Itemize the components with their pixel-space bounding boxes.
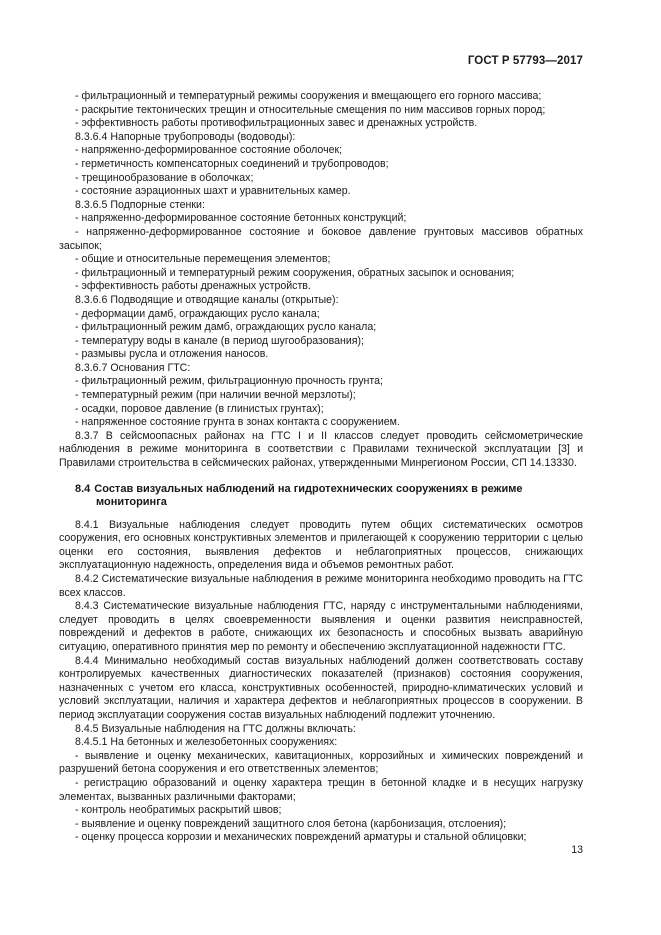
paragraph: 8.3.6.7 Основания ГТС: bbox=[75, 361, 191, 374]
paragraph: 8.4.4 Минимально необходимый состав визуальных наблюдений должен соответствовать составу контролируемых качественных диагностических показателей (признаков) состояния сооружения, назначенных с учетом его класса, конструктивных особенностей, природно-климатических условий и условий эксплуатации, наличия и характера дефектов и неблагоприятных процессов в сооружении. В период эксплуатации сооружения состав визуальных наблюдений подлежит уточнению. bbox=[59, 654, 583, 721]
page-content bbox=[59, 90, 583, 845]
paragraph: - эффективность работы противофильтрационных завес и дренажных устройств. bbox=[75, 117, 478, 130]
paragraph: 8.4.5.1 На бетонных и железобетонных сооружениях: bbox=[75, 736, 338, 749]
paragraph: - трещинообразование в оболочках; bbox=[75, 171, 254, 184]
paragraph: - контроль необратимых раскрытий швов; bbox=[75, 804, 282, 817]
section-number: 8.4 bbox=[75, 482, 91, 495]
section-heading-8-4 bbox=[75, 483, 583, 509]
paragraph: - выявление и оценку повреждений защитного слоя бетона (карбонизация, отслоения); bbox=[75, 817, 507, 830]
paragraph: - состояние аэрационных шахт и уравнительных камер. bbox=[75, 185, 351, 198]
paragraph: - напряженно-деформированное состояние и боковое давление грунтовых массивов обратных засыпок; bbox=[59, 225, 583, 252]
paragraph: - напряженно-деформированное состояние оболочек; bbox=[75, 144, 343, 157]
paragraph: - оценку процесса коррозии и механических повреждений арматуры и стальной облицовки; bbox=[75, 831, 527, 844]
paragraph: 8.4.3 Систематические визуальные наблюдения ГТС, наряду с инструментальными наблюдениями, следует проводить в целях своевременности выявления и оценки развития неисправностей, повреждений и дефектов в работе, снижающих их безопасность и способных вызвать аварийную ситуацию, оперативного принятия мер по ремонту и обеспечению эксплуатационной надежности ГТС. bbox=[59, 600, 583, 653]
paragraph: - фильтрационный и температурный режимы сооружения и вмещающего его горного массива; bbox=[75, 90, 542, 102]
paragraph: 8.3.6.6 Подводящие и отводящие каналы (открытые): bbox=[75, 293, 339, 306]
paragraph: - размывы русла и отложения наносов. bbox=[75, 348, 269, 361]
paragraph: - деформации дамб, ограждающих русло канала; bbox=[75, 307, 320, 320]
paragraph: - регистрацию образований и оценку характера трещин в бетонной кладке и в несущих нагрузку элементах, вызванных различными факторами; bbox=[59, 776, 583, 803]
doc-code-header: ГОСТ Р 57793—2017 bbox=[467, 55, 583, 67]
paragraph: - температуру воды в канале (в период шугообразования); bbox=[75, 334, 364, 347]
paragraph: 8.4.2 Систематические визуальные наблюдения в режиме мониторинга необходимо проводить на ГТС всех классов. bbox=[59, 573, 583, 599]
paragraph: - фильтрационный режим, фильтрационную прочность грунта; bbox=[75, 375, 383, 388]
paragraph: - напряженно-деформированное состояние бетонных конструкций; bbox=[75, 212, 407, 225]
paragraph: - напряженное состояние грунта в зонах контакта с сооружением. bbox=[75, 416, 400, 429]
paragraph: 8.4.1 Визуальные наблюдения следует проводить путем общих систематических осмотров сооружения, его основных конструктивных элементов и прилегающей к сооружению территории с целью оценки его состояния, выявления дефектов и неблагоприятных процессов, снижающих эксплуатационную надежность, определения вида и объемов ремонтных работ. bbox=[59, 518, 583, 572]
text-block-visual-observations bbox=[59, 519, 583, 845]
paragraph: - фильтрационный режим дамб, ограждающих русло канала; bbox=[75, 321, 377, 334]
paragraph: - осадки, поровое давление (в глинистых грунтах); bbox=[75, 402, 324, 415]
paragraph: - выявление и оценку механических, кавитационных, коррозийных и химических повреждений и разрушений бетона сооружения и его ответственных элементов; bbox=[59, 749, 583, 776]
paragraph: 8.3.6.4 Напорные трубопроводы (водоводы): bbox=[75, 130, 296, 143]
section-title-line2: мониторинга bbox=[96, 495, 167, 508]
page-number: 13 bbox=[571, 844, 583, 856]
paragraph: 8.4.5 Визуальные наблюдения на ГТС должны включать: bbox=[75, 722, 356, 735]
paragraph: - эффективность работы дренажных устройств. bbox=[75, 280, 311, 293]
paragraph: - герметичность компенсаторных соединений и трубопроводов; bbox=[75, 157, 389, 170]
paragraph: - раскрытие тектонических трещин и относительные смещения по ним массивов горных пород; bbox=[75, 103, 546, 116]
paragraph: - общие и относительные перемещения элементов; bbox=[75, 253, 331, 266]
paragraph: 8.3.6.5 Подпорные стенки: bbox=[75, 198, 205, 211]
paragraph: - фильтрационный и температурный режим сооружения, обратных засыпок и основания; bbox=[75, 266, 515, 279]
section-title-line1: Состав визуальных наблюдений на гидротехнических сооружениях в режиме bbox=[94, 482, 523, 495]
text-block-monitoring-composition bbox=[59, 90, 583, 471]
paragraph: - температурный режим (при наличии вечной мерзлоты); bbox=[75, 389, 356, 402]
paragraph: 8.3.7 В сейсмоопасных районах на ГТС I и II классов следует проводить сейсмометрические наблюдения в режиме мониторинга в соответствии с Правилами технической эксплуатации [3] и Правилами строительства в сейсмических районах, утвержденными Минрегионом России, СП 14.13330. bbox=[59, 429, 583, 470]
